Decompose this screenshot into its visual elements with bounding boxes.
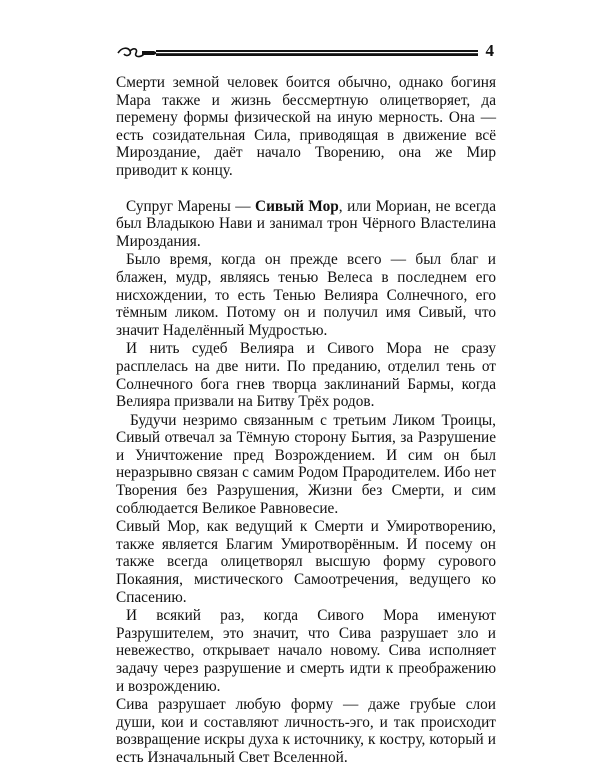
paragraph-2: [116, 198, 496, 251]
body-text: [116, 74, 496, 767]
paragraph-6: Сивый Мор, как ведущий к Смерти и Умиротворению, также является Благим Умиротворённым. И посему он также всегда олицетворял высшую форму сурового Покаяния, мистического Самоотречения, ведущего ко Спасению.: [116, 518, 496, 606]
paragraph-4: И нить судеб Велияра и Сивого Мора не сразу расплелась на две нити. По преданию, отделил тень от Солнечного бога гнев творца заклинаний Бармы, когда Велияра призвали на Битву Трёх родов.: [116, 340, 496, 411]
page-header: [116, 41, 494, 60]
paragraph-5: Будучи незримо связанным с третьим Ликом Троицы, Сивый отвечал за Тёмную сторону Бытия, за Разрушение и Уничтожение пред Возрождением. И сим он был неразрывно связан с самим Родом Прародителем. Ибо нет Творения без Разрушения, Жизни без Смерти, и сим соблюдается Великое Равновесие.: [116, 411, 496, 517]
ornament-rule-icon: [116, 46, 478, 60]
paragraph-8: Сива разрушает любую форму — даже грубые слои души, кои и составляют личность-эго, и так происходит возвращение искры духа к источнику, к костру, который и есть Изначальный Свет Вселенной.: [116, 696, 496, 766]
paragraph-2-end: , или Мориан, не всегда был Владыкою Нави и занимал трон Чёрного Властелина Мироздания.: [116, 197, 496, 250]
paragraph-1: Смерти земной человек боится обычно, однако богиня Мара также и жизнь бессмертную олицетворяет, да перемену формы физической на иную мерность. Она — есть созидательная Сила, приводящая в движение всё Мироздание, даёт начало Творению, она же Мир приводит к концу.: [116, 74, 496, 179]
sivy-mor-bold: Сивый Мор: [255, 197, 339, 215]
page-number: 4: [485, 41, 494, 60]
paragraph-7: И всякий раз, когда Сивого Мора именуют Разрушителем, это значит, что Сива разрушает зло и невежество, открывает начало новому. Сива исполняет задачу через разрушение и смерть идти к преображению и возрождению.: [116, 607, 496, 695]
paragraph-3: Было время, когда он прежде всего — был благ и блажен, мудр, являясь тенью Велеса в последнем его нисхождении, то есть Тенью Велияра Солнечного, его тёмным ликом. Потому он и получил имя Сивый, что значит Наделённый Мудростью.: [116, 251, 496, 339]
paragraph-2-start: Супруг Марены —: [126, 197, 256, 215]
